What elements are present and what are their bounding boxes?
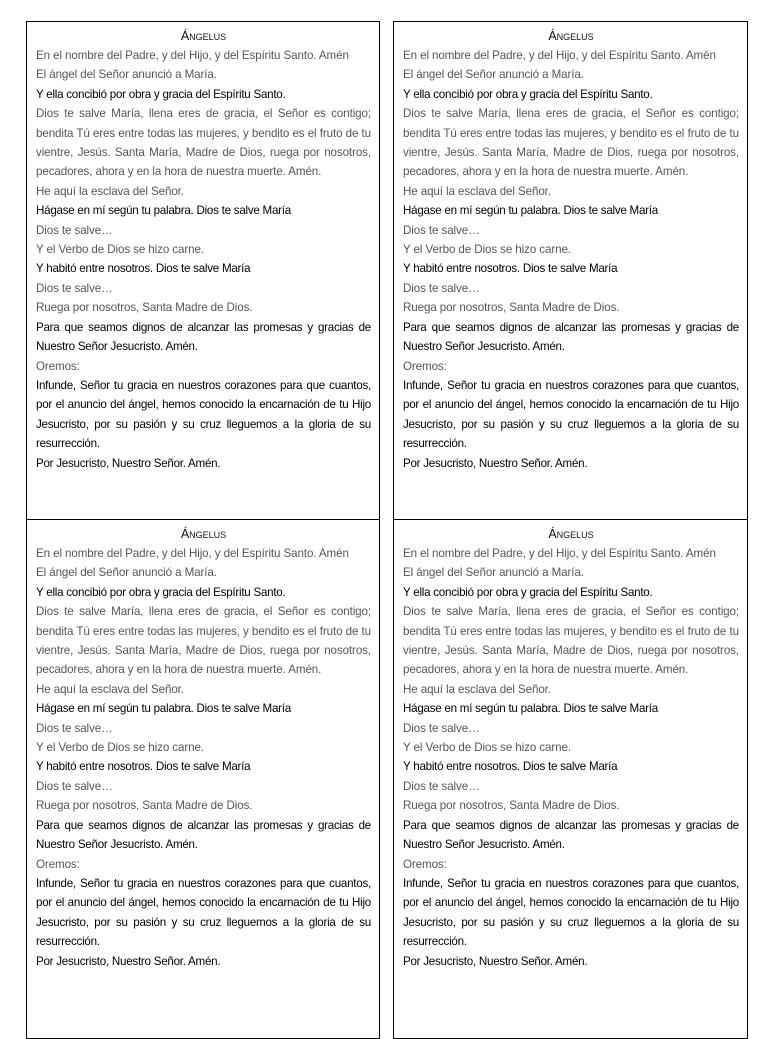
prayer-line: Ruega por nosotros, Santa Madre de Dios. (403, 799, 620, 813)
prayer-line: He aquí la esclava del Señor. (403, 184, 551, 198)
prayer-line: Dios te salve María, llena eres de gracia, el Señor es contigo; bendita Tú eres entre todas las mujeres, y bendito es el fruto de tu vientre, Jesús. Santa María, Madre de Dios, ruega por nosotros, pecadores, ahora y en la hora de nuestra muerte. Amén. (403, 605, 739, 677)
prayer-response: Hágase en mí según tu palabra. Dios te salve María (403, 204, 658, 218)
prayer-response: Infunde, Señor tu gracia en nuestros corazones para que cuantos, por el anuncio del ángel, hemos conocido la encarnación de tu Hijo Jesucristo, por su pasión y su cruz lleguemos a la gloria de su resurrección. (403, 876, 739, 949)
prayer-card (393, 519, 748, 1039)
prayer-response: Y ella concibió por obra y gracia del Espíritu Santo. (36, 585, 286, 599)
prayer-response: Y ella concibió por obra y gracia del Espíritu Santo. (36, 87, 286, 101)
prayer-card (26, 519, 380, 1039)
prayer-line: En el nombre del Padre, y del Hijo, y del Espíritu Santo. Amén (36, 547, 349, 560)
card-title: Ángelus (180, 29, 227, 43)
prayer-response: Para que seamos dignos de alcanzar las promesas y gracias de Nuestro Señor Jesucristo. Amén. (36, 818, 371, 852)
prayer-response: Y habitó entre nosotros. Dios te salve María (36, 760, 251, 774)
prayer-line: Ruega por nosotros, Santa Madre de Dios. (403, 301, 620, 315)
prayer-line: Dios te salve María, llena eres de gracia, el Señor es contigo; bendita Tú eres entre todas las mujeres, y bendito es el fruto de tu vientre, Jesús. Santa María, Madre de Dios, ruega por nosotros, pecadores, ahora y en la hora de nuestra muerte. Amén. (36, 107, 371, 179)
prayer-line: Dios te salve María, llena eres de gracia, el Señor es contigo; bendita Tú eres entre todas las mujeres, y bendito es el fruto de tu vientre, Jesús. Santa María, Madre de Dios, ruega por nosotros, pecadores, ahora y en la hora de nuestra muerte. Amén. (403, 107, 739, 179)
prayer-response: Para que seamos dignos de alcanzar las promesas y gracias de Nuestro Señor Jesucristo. Amén. (403, 320, 739, 354)
prayer-line: Y el Verbo de Dios se hizo carne. (36, 243, 204, 257)
prayer-response: Por Jesucristo, Nuestro Señor. Amén. (36, 456, 221, 470)
prayer-response: Infunde, Señor tu gracia en nuestros corazones para que cuantos, por el anuncio del ángel, hemos conocido la encarnación de tu Hijo Jesucristo, por su pasión y su cruz lleguemos a la gloria de su resurrección. (403, 378, 739, 451)
prayer-line: Dios te salve… (403, 223, 480, 237)
prayer-response: Para que seamos dignos de alcanzar las promesas y gracias de Nuestro Señor Jesucristo. Amén. (36, 320, 371, 354)
prayer-line: En el nombre del Padre, y del Hijo, y del Espíritu Santo. Amén (403, 49, 716, 62)
prayer-line: Dios te salve… (403, 281, 480, 295)
prayer-card (393, 21, 748, 520)
prayer-line: El ángel del Señor anunció a María. (36, 68, 217, 82)
prayer-response: Por Jesucristo, Nuestro Señor. Amén. (403, 456, 588, 470)
prayer-line: En el nombre del Padre, y del Hijo, y del Espíritu Santo. Amén (36, 49, 349, 62)
prayer-line: He aquí la esclava del Señor. (36, 682, 184, 696)
prayer-line: Oremos: (403, 857, 447, 871)
prayer-card (26, 21, 380, 520)
prayer-line: Dios te salve… (36, 721, 113, 735)
prayer-response: Infunde, Señor tu gracia en nuestros corazones para que cuantos, por el anuncio del ángel, hemos conocido la encarnación de tu Hijo Jesucristo, por su pasión y su cruz lleguemos a la gloria de su resurrección. (36, 378, 371, 451)
prayer-response: Hágase en mí según tu palabra. Dios te salve María (36, 702, 291, 716)
prayer-line: El ángel del Señor anunció a María. (403, 566, 584, 580)
card-title: Ángelus (548, 527, 594, 541)
prayer-line: Y el Verbo de Dios se hizo carne. (403, 243, 571, 257)
prayer-line: El ángel del Señor anunció a María. (403, 68, 584, 82)
prayer-response: Hágase en mí según tu palabra. Dios te salve María (403, 702, 658, 716)
prayer-line: En el nombre del Padre, y del Hijo, y del Espíritu Santo. Amén (403, 547, 716, 560)
prayer-response: Y habitó entre nosotros. Dios te salve María (403, 760, 618, 774)
prayer-line: Oremos: (403, 359, 447, 373)
prayer-line: Y el Verbo de Dios se hizo carne. (36, 741, 204, 755)
prayer-response: Para que seamos dignos de alcanzar las promesas y gracias de Nuestro Señor Jesucristo. Amén. (403, 818, 739, 852)
prayer-response: Por Jesucristo, Nuestro Señor. Amén. (36, 954, 221, 968)
prayer-line: Dios te salve… (36, 779, 113, 793)
prayer-line: Ruega por nosotros, Santa Madre de Dios. (36, 799, 253, 813)
prayer-line: Y el Verbo de Dios se hizo carne. (403, 741, 571, 755)
prayer-line: He aquí la esclava del Señor. (403, 682, 551, 696)
prayer-response: Y habitó entre nosotros. Dios te salve María (403, 262, 618, 276)
prayer-line: Dios te salve… (36, 281, 113, 295)
prayer-response: Hágase en mí según tu palabra. Dios te salve María (36, 204, 291, 218)
prayer-line: El ángel del Señor anunció a María. (36, 566, 217, 580)
prayer-line: Dios te salve… (403, 779, 480, 793)
prayer-response: Y ella concibió por obra y gracia del Espíritu Santo. (403, 585, 653, 599)
prayer-line: Dios te salve… (403, 721, 480, 735)
prayer-response: Y ella concibió por obra y gracia del Espíritu Santo. (403, 87, 653, 101)
prayer-line: He aquí la esclava del Señor. (36, 184, 184, 198)
prayer-line: Ruega por nosotros, Santa Madre de Dios. (36, 301, 253, 315)
prayer-line: Dios te salve… (36, 223, 113, 237)
prayer-line: Dios te salve María, llena eres de gracia, el Señor es contigo; bendita Tú eres entre todas las mujeres, y bendito es el fruto de tu vientre, Jesús. Santa María, Madre de Dios, ruega por nosotros, pecadores, ahora y en la hora de nuestra muerte. Amén. (36, 605, 371, 677)
prayer-response: Por Jesucristo, Nuestro Señor. Amén. (403, 954, 588, 968)
prayer-line: Oremos: (36, 857, 80, 871)
prayer-response: Infunde, Señor tu gracia en nuestros corazones para que cuantos, por el anuncio del ángel, hemos conocido la encarnación de tu Hijo Jesucristo, por su pasión y su cruz lleguemos a la gloria de su resurrección. (36, 876, 371, 949)
prayer-response: Y habitó entre nosotros. Dios te salve María (36, 262, 251, 276)
card-title: Ángelus (180, 527, 227, 541)
prayer-line: Oremos: (36, 359, 80, 373)
card-title: Ángelus (548, 29, 594, 43)
